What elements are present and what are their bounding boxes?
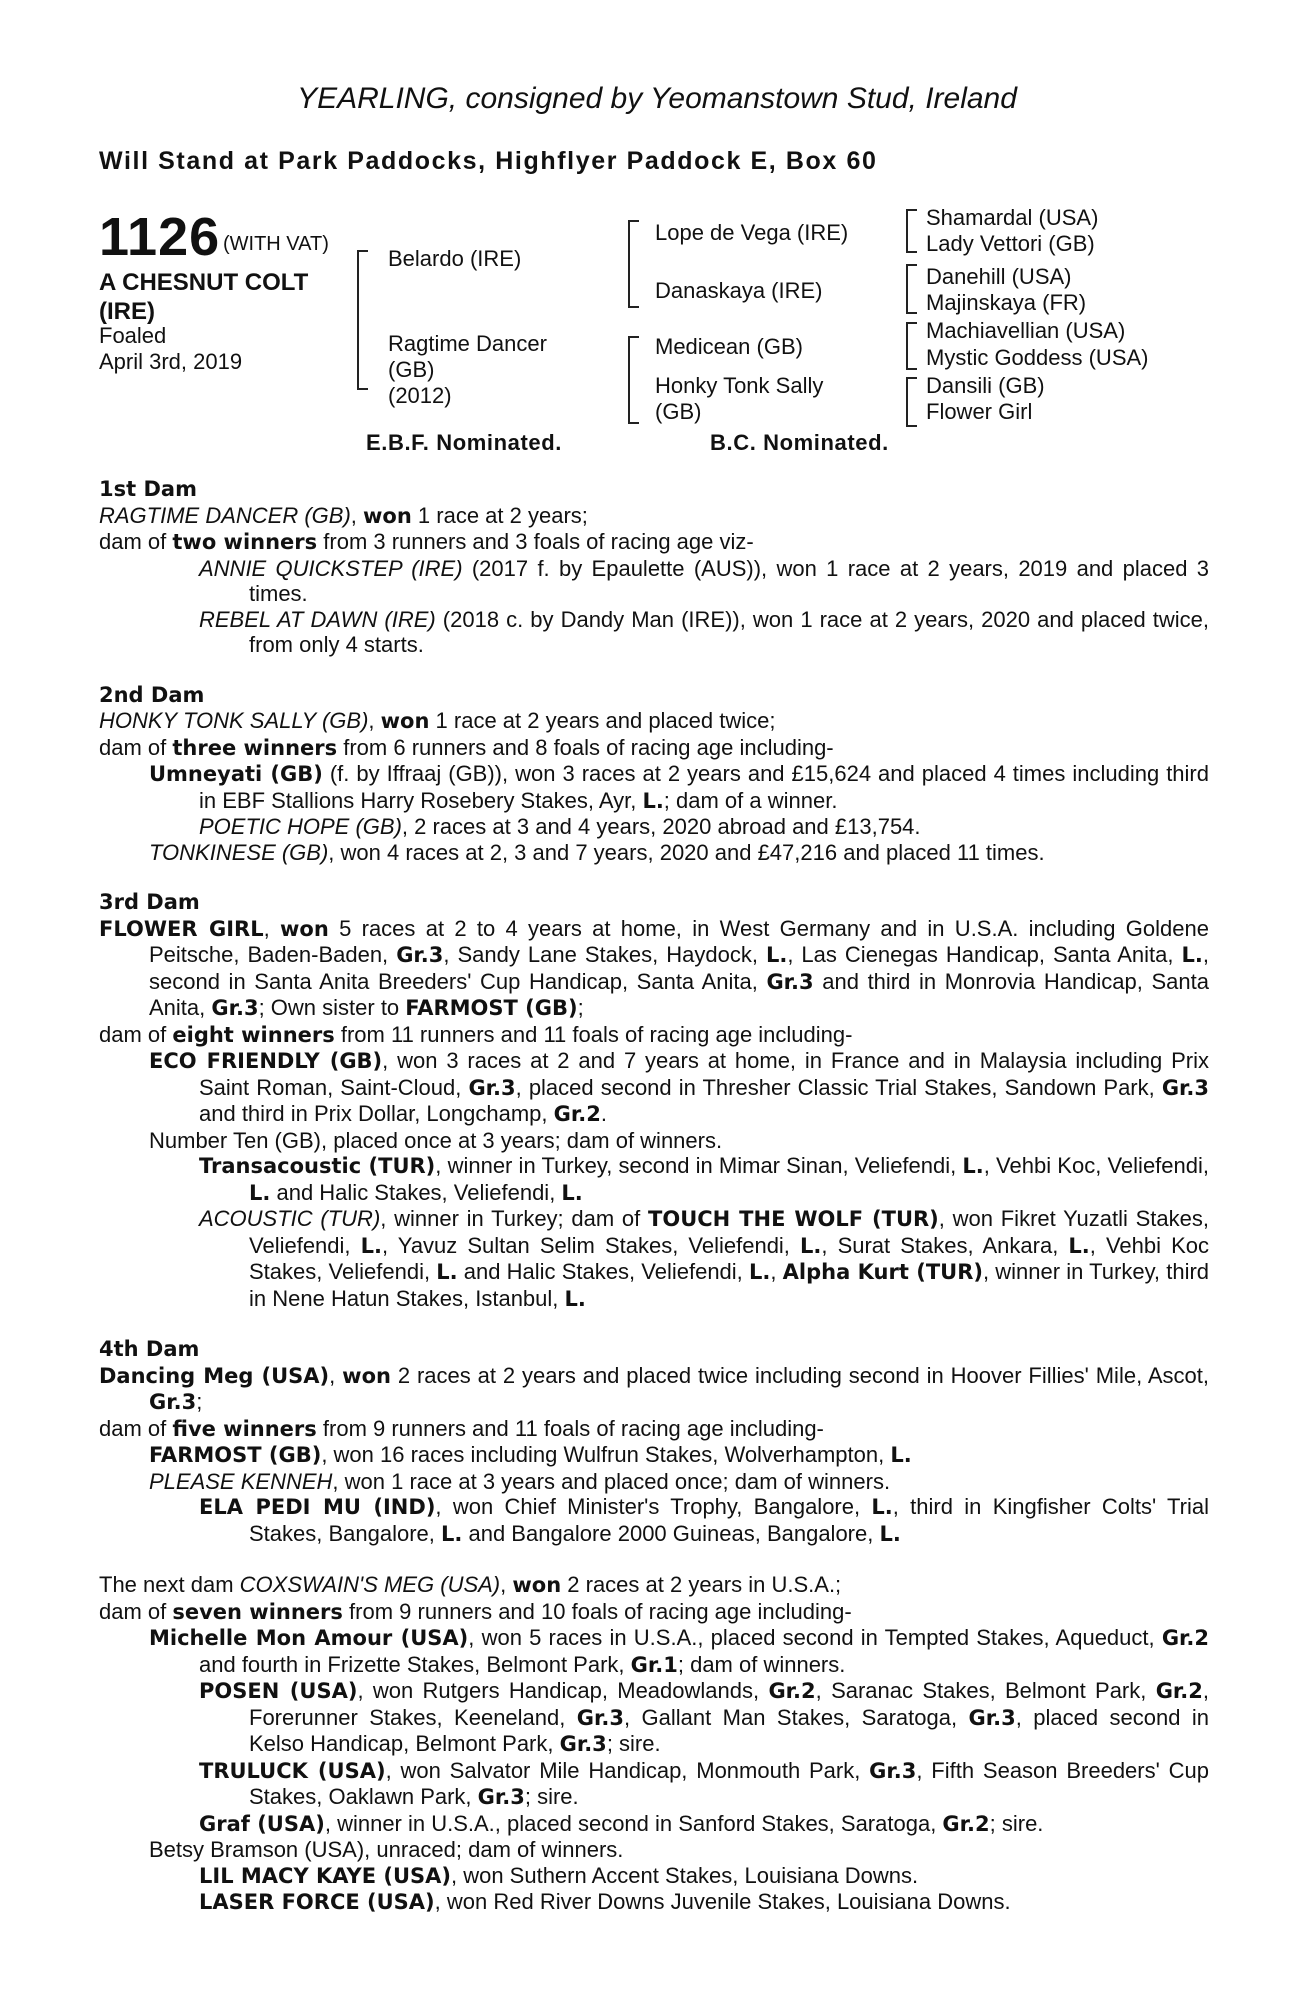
sire-dam: Danaskaya (IRE) bbox=[655, 278, 823, 303]
catalogue-text bbox=[99, 477, 1209, 1916]
dam-name-line1: Ragtime Dancer bbox=[388, 331, 547, 356]
produce-entry: LASER FORCE (USA), won Red River Downs Juvenile Stakes, Louisiana Downs. bbox=[199, 1889, 1011, 1914]
bc-nomination: B.C. Nominated. bbox=[710, 430, 889, 455]
produce-entry: Number Ten (GB), placed once at 3 years; dam of winners. bbox=[149, 1127, 723, 1153]
lot-number: 1126 bbox=[99, 207, 221, 267]
vat-note: (WITH VAT) bbox=[223, 233, 329, 255]
dam-sire: Medicean (GB) bbox=[655, 334, 803, 359]
location-heading: Will Stand at Park Paddocks, Highflyer Paddock E, Box 60 bbox=[99, 147, 878, 175]
foaled-label: Foaled bbox=[99, 323, 167, 348]
next-dam-record: The next dam COXSWAIN'S MEG (USA), won 2 races at 2 years in U.S.A.; bbox=[99, 1572, 842, 1597]
foaled-info bbox=[99, 323, 242, 375]
produce-entry: Betsy Bramson (USA), unraced; dam of winners. bbox=[149, 1837, 624, 1862]
produce-entry: Transacoustic (TUR), winner in Turkey, second in Mimar Sinan, Veliefendi, L., Vehbi Koc, Veliefendi, L. and Halic Stakes, Veliefendi, L. bbox=[199, 1153, 1209, 1205]
ebf-nomination: E.B.F. Nominated. bbox=[366, 430, 562, 455]
pedigree-bracket bbox=[906, 209, 917, 253]
produce-entry: PLEASE KENNEH, won 1 race at 3 years and placed once; dam of winners. bbox=[149, 1468, 891, 1494]
dam-dam bbox=[655, 373, 823, 425]
produce-entry: POETIC HOPE (GB), 2 races at 3 and 4 years, 2020 abroad and £13,754. bbox=[199, 814, 921, 839]
ancestor-name: Flower Girl bbox=[926, 399, 1033, 424]
produce-entry: Umneyati (GB) (f. by Iffraaj (GB)), won 3 races at 2 years and £15,624 and placed 4 times including third in EBF Stallions Harry Rosebery Stakes, Ayr, L.; dam of a winner. bbox=[149, 761, 1209, 813]
third-dam-heading: 3rd Dam bbox=[99, 890, 200, 914]
pedigree-bracket bbox=[628, 220, 639, 308]
pedigree-bracket bbox=[357, 250, 368, 390]
first-dam-produce-summary: dam of two winners from 3 runners and 3 foals of racing age viz- bbox=[99, 529, 754, 554]
produce-entry: ELA PEDI MU (IND), won Chief Minister's Trophy, Bangalore, L., third in Kingfisher Colts' Trial Stakes, Bangalore, L. and Bangalore 2000 Guineas, Bangalore, L. bbox=[199, 1494, 1209, 1546]
sire-sire: Lope de Vega (IRE) bbox=[655, 220, 849, 245]
ancestor-name: Dansili (GB) bbox=[926, 373, 1045, 398]
produce-entry: POSEN (USA), won Rutgers Handicap, Meadowlands, Gr.2, Saranac Stakes, Belmont Park, Gr.2, Forerunner Stakes, Keeneland, Gr.3, Gallant Man Stakes, Saratoga, Gr.3, placed second in Kelso Handicap, Belmont Park, Gr.3; sire. bbox=[199, 1678, 1210, 1756]
ancestor-name: Machiavellian (USA) bbox=[926, 318, 1126, 343]
second-dam-record: HONKY TONK SALLY (GB), won 1 race at 2 years and placed twice; bbox=[99, 708, 776, 733]
ancestor-name: Shamardal (USA) bbox=[926, 205, 1099, 230]
third-dam-produce-summary: dam of eight winners from 11 runners and 11 foals of racing age including- bbox=[99, 1021, 853, 1047]
second-dam-produce-summary: dam of three winners from 6 runners and 8 foals of racing age including- bbox=[99, 734, 834, 760]
dam-name-line2: (GB) bbox=[388, 357, 435, 382]
fourth-dam-heading: 4th Dam bbox=[99, 1337, 200, 1361]
ancestor-name: Lady Vettori (GB) bbox=[926, 231, 1095, 256]
first-dam-heading: 1st Dam bbox=[99, 477, 197, 501]
produce-entry: LIL MACY KAYE (USA), won Suthern Accent Stakes, Louisiana Downs. bbox=[199, 1862, 919, 1888]
produce-entry: TRULUCK (USA), won Salvator Mile Handicap, Monmouth Park, Gr.3, Fifth Season Breeders' Cup Stakes, Oaklawn Park, Gr.3; sire. bbox=[199, 1757, 1209, 1809]
lot-desc-line2: (IRE) bbox=[99, 298, 155, 325]
lot-desc-line1: A CHESNUT COLT bbox=[99, 269, 309, 296]
lot-description bbox=[99, 268, 308, 326]
produce-entry: TONKINESE (GB), won 4 races at 2, 3 and 7 years, 2020 and £47,216 and placed 11 times. bbox=[149, 839, 1045, 865]
produce-entry: Michelle Mon Amour (USA), won 5 races in U.S.A., placed second in Tempted Stakes, Aqueduct, Gr.2 and fourth in Frizette Stakes, Belmont Park, Gr.1; dam of winners. bbox=[149, 1625, 1210, 1677]
produce-entry: ANNIE QUICKSTEP (IRE) (2017 f. by Epaulette (AUS)), won 1 race at 2 years, 2019 and placed 3 times. bbox=[199, 555, 1209, 606]
pedigree-bracket bbox=[906, 377, 917, 427]
produce-entry: ECO FRIENDLY (GB), won 3 races at 2 and 7 years at home, in France and in Malaysia including Prix Saint Roman, Saint-Cloud, Gr.3, placed second in Thresher Classic Trial Stakes, Sandown Park, Gr.3 and third in Prix Dollar, Longchamp, Gr.2. bbox=[149, 1048, 1210, 1126]
dam-dam-line2: (GB) bbox=[655, 399, 702, 424]
produce-entry: Graf (USA), winner in U.S.A., placed second in Sanford Stakes, Saratoga, Gr.2; sire. bbox=[199, 1810, 1044, 1836]
pedigree-bracket bbox=[628, 336, 639, 424]
fourth-dam-record: Dancing Meg (USA), won 2 races at 2 years and placed twice including second in Hoover Fillies' Mile, Ascot, Gr.3; bbox=[99, 1362, 1209, 1414]
foaled-date: April 3rd, 2019 bbox=[99, 349, 243, 374]
ancestor-name: Majinskaya (FR) bbox=[926, 290, 1087, 315]
dam-name bbox=[388, 331, 547, 409]
pedigree-bracket bbox=[906, 322, 917, 370]
first-dam-record: RAGTIME DANCER (GB), won 1 race at 2 years; bbox=[99, 502, 588, 528]
produce-entry: ACOUSTIC (TUR), winner in Turkey; dam of TOUCH THE WOLF (TUR), won Fikret Yuzatli Stakes, Veliefendi, L., Yavuz Sultan Selim Stakes, Veliefendi, L., Surat Stakes, Ankara, L., Vehbi Koc Stakes, Veliefendi, L. and Halic Stakes, Veliefendi, L., Alpha Kurt (TUR), winner in Turkey, third in Nene Hatun Stakes, Istanbul, L. bbox=[199, 1206, 1210, 1311]
fourth-dam-produce-summary: dam of five winners from 9 runners and 11 foals of racing age including- bbox=[99, 1415, 824, 1441]
produce-entry: FARMOST (GB), won 16 races including Wulfrun Stakes, Wolverhampton, L. bbox=[149, 1442, 912, 1467]
produce-entry: REBEL AT DAWN (IRE) (2018 c. by Dandy Man (IRE)), won 1 race at 2 years, 2020 and placed twice, from only 4 starts. bbox=[199, 606, 1210, 657]
pedigree-bracket bbox=[906, 264, 917, 314]
ancestor-name: Mystic Goddess (USA) bbox=[926, 345, 1149, 370]
consignor-heading: YEARLING, consigned by Yeomanstown Stud, Ireland bbox=[297, 82, 1017, 115]
second-dam-heading: 2nd Dam bbox=[99, 682, 205, 707]
dam-name-line3: (2012) bbox=[388, 383, 452, 408]
next-dam-produce-summary: dam of seven winners from 9 runners and 10 foals of racing age including- bbox=[99, 1598, 852, 1624]
sire-name: Belardo (IRE) bbox=[388, 246, 522, 271]
third-dam-record: FLOWER GIRL, won 5 races at 2 to 4 years at home, in West Germany and in U.S.A. including Goldene Peitsche, Baden-Baden, Gr.3, Sandy Lane Stakes, Haydock, L., Las Cienegas Handicap, Santa Anita, L., second in Santa Anita Breeders' Cup Handicap, Santa Anita, Gr.3 and third in Monrovia Handicap, Santa Anita, Gr.3; Own sister to FARMOST (GB); bbox=[99, 915, 1209, 1020]
ancestor-name: Danehill (USA) bbox=[926, 264, 1072, 289]
dam-dam-line1: Honky Tonk Sally bbox=[655, 373, 824, 398]
